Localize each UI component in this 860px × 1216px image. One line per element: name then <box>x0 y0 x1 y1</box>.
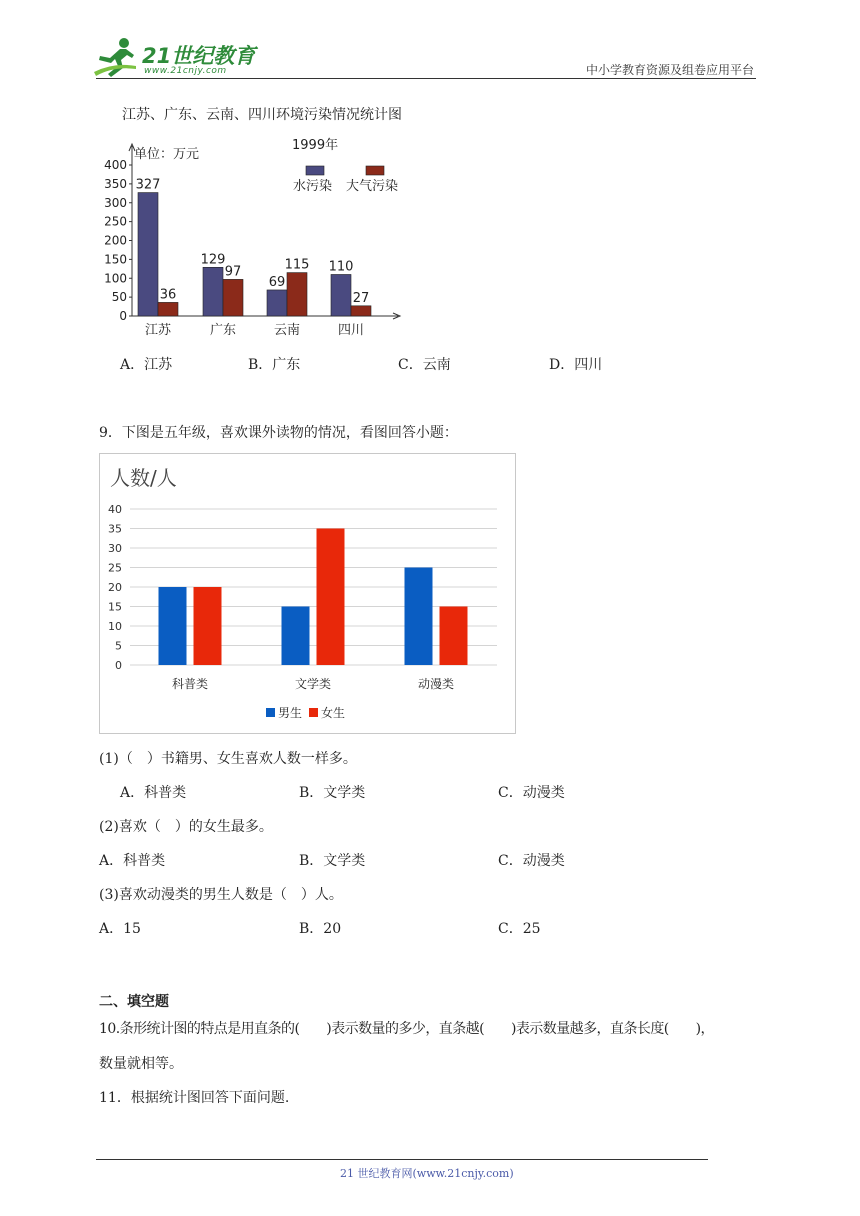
bar-girls <box>194 587 222 665</box>
section2-title: 二、填空题 <box>99 994 169 1010</box>
logo <box>94 34 264 80</box>
q9-sub2-option-a[interactable]: A．科普类 <box>99 853 166 869</box>
bar-water <box>138 193 158 316</box>
year-label: 1999年 <box>292 138 339 153</box>
q9-sub1-option-b[interactable]: B．文学类 <box>299 785 366 801</box>
q9-sub2-option-c[interactable]: C．动漫类 <box>498 853 565 869</box>
reading-chart-panel <box>99 453 516 734</box>
data-label: 97 <box>224 264 242 280</box>
q9-sub1-option-a[interactable]: A．科普类 <box>120 785 187 801</box>
y-tick-label: 10 <box>108 620 122 633</box>
bar-air <box>158 302 178 316</box>
q10-line1: 10.条形统计图的特点是用直条的( )表示数量的多少，直条越( )表示数量越多，直条长度( )， <box>99 1021 714 1037</box>
logo-url: www.21cnjy.com <box>144 66 227 76</box>
bar-water <box>203 267 223 316</box>
data-label: 27 <box>352 290 370 306</box>
reading-bar-chart <box>100 454 515 733</box>
q8-option-b[interactable]: B．广东 <box>248 357 301 373</box>
bar-girls <box>317 529 345 666</box>
y-tick-label: 0 <box>119 309 127 323</box>
y-tick-label: 20 <box>108 581 122 594</box>
y-tick-label: 0 <box>115 659 122 672</box>
y-tick-label: 15 <box>108 600 122 614</box>
y-tick-label: 300 <box>104 195 127 210</box>
data-label: 115 <box>284 257 310 273</box>
unit-label: 单位：万元 <box>134 147 200 162</box>
header-rule <box>96 78 756 79</box>
legend-swatch <box>266 708 275 717</box>
q9-sub2-option-b[interactable]: B．文学类 <box>299 853 366 869</box>
q10-line2: 数量就相等。 <box>99 1056 183 1072</box>
bar-water <box>267 290 287 316</box>
bar-air <box>223 279 243 316</box>
q8-chart-title: 江苏、广东、云南、四川环境污染情况统计图 <box>122 107 402 123</box>
legend-label: 男生 <box>278 706 303 720</box>
q9-sub2: (2)喜欢（ ）的女生最多。 <box>99 819 273 835</box>
q8-option-d[interactable]: D．四川 <box>549 357 603 373</box>
site-name: 中小学教育资源及组卷应用平台 <box>585 63 754 77</box>
q9-sub3: (3)喜欢动漫类的男生人数是（ ）人。 <box>99 887 343 903</box>
chart2-title: 人数/人 <box>110 466 177 490</box>
y-tick-label: 150 <box>104 252 127 267</box>
legend-label: 女生 <box>321 706 346 720</box>
q8-option-a[interactable]: A．江苏 <box>120 357 173 373</box>
category-label: 动漫类 <box>417 677 455 691</box>
logo-text: 21世纪教育 <box>142 44 256 68</box>
q9-sub3-option-c[interactable]: C．25 <box>498 921 541 937</box>
bar-boys <box>159 587 187 665</box>
y-tick-label: 200 <box>104 233 127 248</box>
y-tick-label: 100 <box>104 271 127 286</box>
q9-stem: 9．下图是五年级，喜欢课外读物的情况，看图回答小题： <box>99 425 458 441</box>
pollution-bar-chart <box>96 132 416 342</box>
y-tick-label: 40 <box>108 503 122 516</box>
q9-sub1: (1)（ ）书籍男、女生喜欢人数一样多。 <box>99 751 357 767</box>
y-tick-label: 5 <box>115 639 122 653</box>
legend-swatch <box>306 166 324 175</box>
bar-boys <box>405 568 433 666</box>
data-label: 327 <box>135 177 161 193</box>
footer-rule <box>96 1159 708 1160</box>
q9-sub3-option-a[interactable]: A．15 <box>99 921 141 937</box>
legend-label: 大气污染 <box>346 179 399 194</box>
q8-option-c[interactable]: C．云南 <box>398 357 451 373</box>
data-label: 69 <box>268 274 286 290</box>
data-label: 36 <box>159 287 177 303</box>
y-tick-label: 35 <box>108 522 122 536</box>
data-label: 129 <box>200 252 226 268</box>
bar-air <box>287 273 307 316</box>
runner-logo-icon <box>94 36 136 78</box>
bar-air <box>351 306 371 316</box>
y-tick-label: 350 <box>104 176 127 191</box>
legend-swatch <box>366 166 384 175</box>
category-label: 广东 <box>209 323 237 338</box>
bar-water <box>331 274 351 316</box>
category-label: 四川 <box>337 323 365 338</box>
y-tick-label: 400 <box>104 158 127 172</box>
q11: 11．根据统计图回答下面问题. <box>99 1090 290 1106</box>
footer-text[interactable]: 21 世纪教育网(www.21cnjy.com) <box>340 1167 514 1180</box>
q9-sub3-option-b[interactable]: B．20 <box>299 921 342 937</box>
y-tick-label: 30 <box>108 542 122 555</box>
legend-swatch <box>309 708 318 717</box>
data-label: 110 <box>328 259 354 275</box>
legend-label: 水污染 <box>293 179 333 194</box>
bar-girls <box>440 607 468 666</box>
q9-sub1-option-c[interactable]: C．动漫类 <box>498 785 565 801</box>
category-label: 江苏 <box>144 323 172 338</box>
y-tick-label: 25 <box>108 561 122 575</box>
category-label: 云南 <box>273 323 301 338</box>
category-label: 科普类 <box>171 677 209 691</box>
category-label: 文学类 <box>294 677 332 691</box>
y-tick-label: 50 <box>111 290 127 305</box>
bar-boys <box>282 607 310 666</box>
y-tick-label: 250 <box>104 214 127 229</box>
